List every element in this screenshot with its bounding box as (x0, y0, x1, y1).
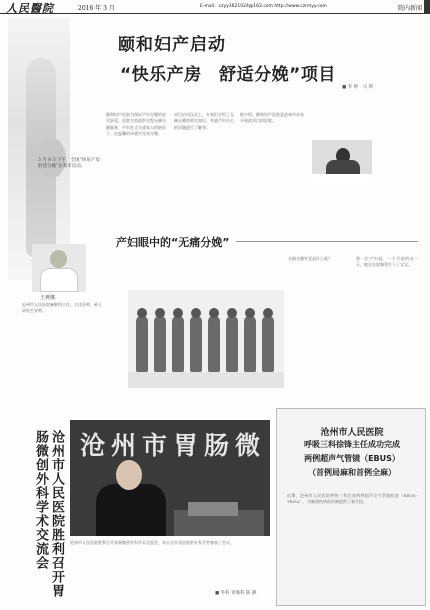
person-figure (244, 316, 256, 372)
nurses-group-photo (128, 290, 284, 388)
article2-title: 产妇眼中的“无痛分娩” (116, 236, 230, 249)
speaker-head (116, 460, 142, 490)
article2-col1: 沧州市人民医院麻醉科主任，主任医师，硕士研究生导师。 (22, 302, 102, 314)
person-figure (172, 316, 184, 372)
article4-title2: 呼吸三科徐锋主任成功完成 (304, 440, 400, 449)
article1-title-line2: “快乐产房 舒适分娩”项目 (120, 65, 336, 85)
article3-body: 沧州市人民医院胜利召开胃肠微创外科学术交流会，来自全市各医院的专家学者参加了会议。 (70, 540, 234, 545)
desk (312, 174, 372, 184)
floor (128, 372, 284, 388)
doctor-coat (40, 268, 78, 292)
article2-col2: 无痛分娩究竟是什么呢？ (288, 256, 332, 261)
page-header (0, 0, 430, 14)
person-figure (226, 316, 238, 372)
article1-byline: ■ 李 婷 马 利 (342, 85, 374, 90)
conference-photo (70, 420, 270, 536)
contact-info: E-mail：czyy3621024@163.com http://www.czrmyy.com (200, 4, 327, 9)
article1-lead: 3 月 8 日下午，全国“快乐产房舒适分娩”在我市启动。 (38, 158, 100, 170)
issue-date: 2016 年 3 月 (78, 5, 115, 12)
doctor-caption: 王燕娜 (40, 295, 56, 301)
article1-title-line1: 颐和妇产启动 (118, 35, 226, 55)
person-figure (136, 316, 148, 372)
article1-col2: 项目启动仪式上，专家们介绍了无痛分娩的相关知识，并就产妇关心的问题进行了解答。 (174, 112, 234, 130)
doctor-portrait (32, 244, 86, 292)
laptop (188, 502, 238, 516)
article4-title4: （首例局麻和首例全麻） (308, 468, 396, 477)
article2-col3: 第一位产妇说，一个月前的这一天，她在医院顺利生下了宝宝。 (356, 256, 418, 268)
masthead-logo: 人民醫院 (6, 2, 54, 15)
section-name: 院内新闻 (397, 5, 422, 12)
article3-vertical-title: 沧州市人民医院胜利召开胃肠微创外科学术交流会 (33, 430, 64, 598)
article1-col3: 据介绍，颐和妇产医院是沧州市首家开展此项目的医院。 (240, 112, 304, 124)
pregnant-woman-illustration (8, 18, 70, 280)
speaker-body (96, 484, 166, 536)
page-tab (424, 0, 430, 14)
article4-body: 近期，沧州市人民医院呼吸三科完成两例超声支气管镜检查（EBUS-TBNA），为肺部疾病的诊断提供了新手段。 (287, 493, 417, 505)
conference-banner: 沧州市胃肠微 (80, 431, 267, 460)
doctor-head (50, 250, 67, 268)
article1-photo (312, 140, 372, 184)
article1-col1: 颐和妇产医院为保证产妇分娩的安全舒适，医院为其提供全程无痛分娩服务，产妇在丈夫或家人的陪伴下，在温馨的环境中完成分娩。 (106, 112, 166, 137)
person-figure (154, 316, 166, 372)
article4-title3: 两例超声气管镜（EBUS） (304, 454, 400, 463)
article4-title1: 沧州市人民医院 (320, 428, 384, 438)
title-rule (236, 241, 418, 242)
article3-credit: ■ 外科 胃肠科 陈 静 (215, 591, 257, 596)
person-figure (208, 316, 220, 372)
article4-box (276, 408, 426, 606)
person-figure (190, 316, 202, 372)
person-figure (262, 316, 274, 372)
